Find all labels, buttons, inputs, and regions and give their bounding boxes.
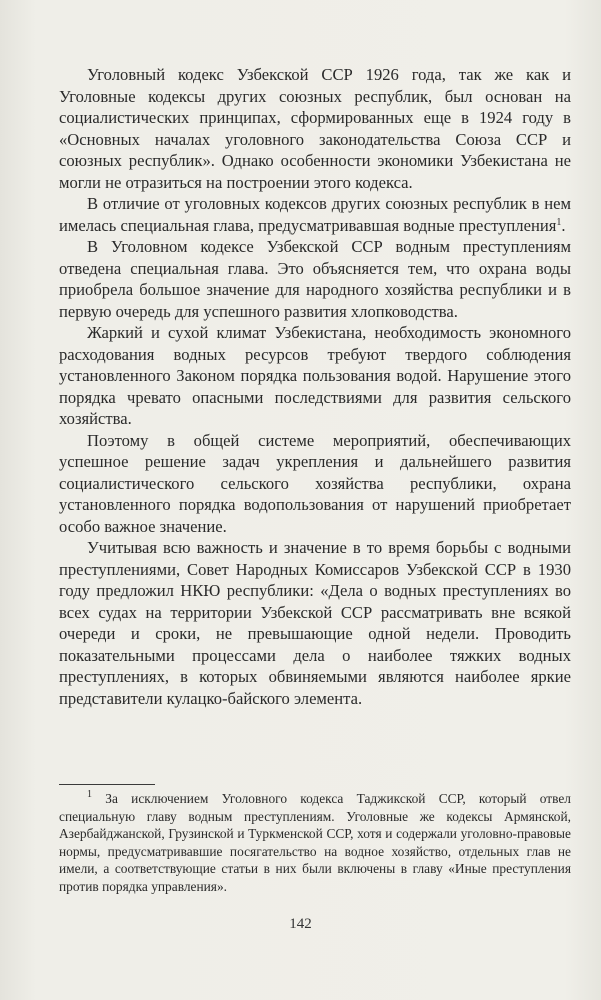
paragraph: Поэтому в общей системе мероприятий, обеспечивающих успешное решение задач укрепления и дальнейшего развития социалистического сельского хозяйства республики, охрана установленного порядка водопользования от нарушений приобретает особо важное значение. — [59, 430, 571, 536]
footnote-text: За исключением Уголовного кодекса Таджикской ССР, который отвел специальную главу водным преступлениям. Уголовные же кодексы Армянской, Азербайджанской, Грузинской и Туркменской ССР, хотя и содержали уголовно-правовые нормы, предусматривавшие посягательство на водное хозяйство, отдельных глав не имели, а соответствующие статьи в них были включены в главу «Иные преступления против порядка управления». — [59, 791, 571, 894]
paragraph: В Уголовном кодексе Узбекской ССР водным преступлениям отведена специальная глава. Это объясняется тем, что охрана воды приобрела большое значение для народного хозяйства республики и в первую очередь для успешного развития хлопководства. — [59, 237, 571, 321]
paragraph-end: . — [561, 215, 566, 235]
paragraph — [59, 193, 571, 236]
footnote-reference[interactable]: 1 — [556, 216, 562, 228]
paragraph: Жаркий и сухой климат Узбекистана, необходимость экономного расходования водных ресурсов требуют твердого соблюдения установленного Законом порядка пользования водой. Нарушение этого порядка чревато опасными последствиями для развития сельского хозяйства. — [59, 323, 571, 428]
footnote-marker: 1 — [87, 789, 92, 800]
paragraph: Уголовный кодекс Узбекской ССР 1926 года, так же как и Уголовные кодексы других союзных республик, был основан на социалистических принципах, сформированных еще в 1924 году в «Основных началах уголовного законодательства Союза ССР и союзных республик». Однако особенности экономики Узбекистана не могли не отразиться на построении этого кодекса. — [59, 65, 571, 192]
paragraph: Учитывая всю важность и значение в то время борьбы с водными преступлениями, Совет Народных Комиссаров Узбекской ССР в 1930 году предложил НКЮ республики: «Дела о водных преступлениях во всех судах на территории Узбекской ССР рассматривать вне всякой очереди и сроки, не превышающие одной недели. Проводить показательными процессами дела о наиболее тяжких водных преступлениях, в которых обвиняемыми являются наиболее яркие представители кулацко-байского элемента. — [59, 538, 571, 708]
paragraph-text: В отличие от уголовных кодексов других союзных республик в нем имелась специальная глава, предусматривавшая водные преступления — [59, 194, 571, 235]
main-text — [59, 64, 571, 709]
footnote — [59, 790, 571, 896]
footnote-separator — [59, 784, 155, 785]
page-number: 142 — [289, 916, 312, 932]
